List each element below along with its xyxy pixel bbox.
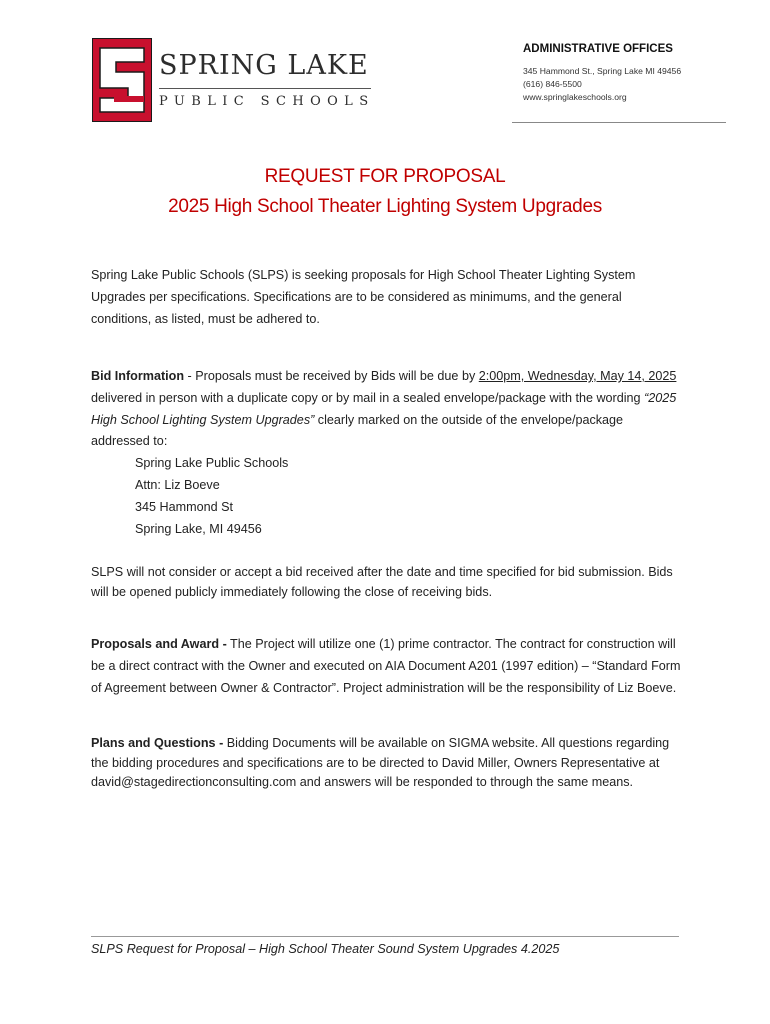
- bid-information-heading: Bid Information: [91, 369, 185, 383]
- sl-monogram-icon: [92, 38, 152, 122]
- logo-name: SPRING LAKE: [159, 50, 369, 81]
- page-footer: SLPS Request for Proposal – High School Theater Sound System Upgrades 4.2025: [91, 942, 560, 956]
- offices-address: 345 Hammond St., Spring Lake MI 49456: [523, 66, 682, 76]
- bid-information-paragraph: [91, 366, 681, 453]
- bid-text-3: clearly marked on the outside of the envelope/package addressed to:: [91, 412, 624, 449]
- plans-questions-text: Bidding Documents will be available on SIGMA website. All questions regarding the bidding procedures and specifications are to be directed to David Miller, Owners Representative at david@stagedirectionconsulting.com and answers will be responded to through the same means.: [91, 736, 670, 789]
- document-title: REQUEST FOR PROPOSAL: [264, 166, 506, 187]
- late-policy-paragraph: SLPS will not consider or accept a bid received after the date and time specified for bid submission. Bids will be opened publicly immediately following the close of receiving bids.: [91, 565, 673, 599]
- administrative-offices: [523, 43, 723, 104]
- school-logo: [92, 38, 382, 122]
- plans-questions-paragraph: [91, 734, 681, 793]
- address-line: Attn: Liz Boeve: [135, 477, 220, 492]
- logo-subtitle: PUBLIC SCHOOLS: [159, 94, 375, 109]
- offices-title: ADMINISTRATIVE OFFICES: [523, 43, 673, 55]
- logo-divider: [159, 88, 371, 89]
- header-divider: [512, 122, 726, 123]
- proposals-award-text: The Project will utilize one (1) prime contractor. The contract for construction will be a direct contract with the Owner and executed on AIA Document A201 (1997 edition) – “Standard Form of Agreement between Owner & Contractor”. Project administration will be the responsibility of Liz Boeve.: [91, 637, 681, 695]
- proposals-award-paragraph: [91, 634, 681, 699]
- bid-deadline: 2:00pm, Wednesday, May 14, 2025: [478, 369, 677, 383]
- proposals-award-heading: Proposals and Award -: [91, 637, 227, 651]
- bid-wording: “2025 High School Lighting System Upgrades”: [91, 390, 677, 427]
- bid-information-section: [91, 366, 681, 540]
- plans-questions-heading: Plans and Questions -: [91, 736, 224, 750]
- footer-divider: [91, 936, 679, 937]
- mailing-address: [91, 453, 681, 540]
- offices-phone: (616) 846-5500: [523, 79, 582, 89]
- bid-text-1: - Proposals must be received by Bids will be due by: [184, 369, 479, 383]
- bid-text-2: delivered in person with a duplicate copy or by mail in a sealed envelope/package with the wording: [91, 390, 645, 405]
- address-line: Spring Lake Public Schools: [135, 456, 289, 471]
- document-subtitle: 2025 High School Theater Lighting System Upgrades: [168, 196, 602, 217]
- intro-paragraph: Spring Lake Public Schools (SLPS) is seeking proposals for High School Theater Lighting System Upgrades per specifications. Specifications are to be considered as minimums, and the general conditions, as listed, must be adhered to.: [91, 268, 636, 326]
- address-line: Spring Lake, MI 49456: [135, 521, 262, 536]
- address-line: 345 Hammond St: [135, 499, 234, 514]
- offices-website[interactable]: www.springlakeschools.org: [523, 92, 627, 102]
